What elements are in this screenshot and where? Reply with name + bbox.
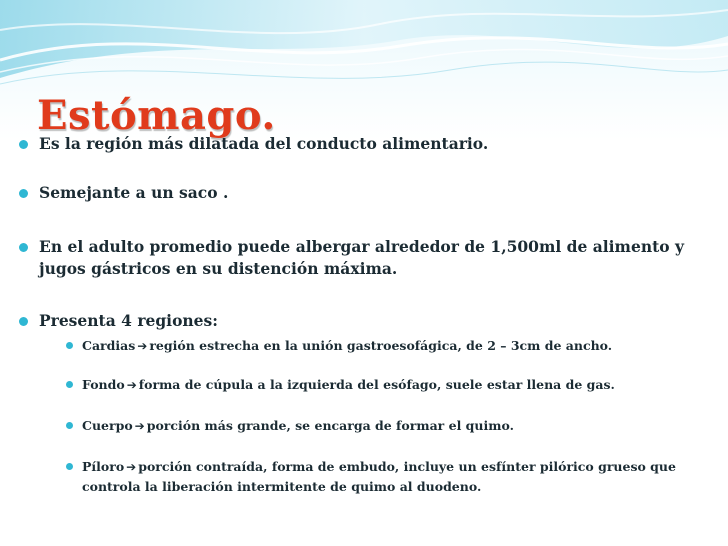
- region-term: Cardias: [82, 338, 136, 353]
- arrow-right-icon: ➔: [137, 339, 148, 353]
- sub-bullet-item: [82, 336, 612, 356]
- bullet-text: Es la región más dilatada del conducto alimentario.: [39, 134, 489, 153]
- region-description: porción más grande, se encarga de formar el quimo.: [146, 418, 514, 433]
- circle-bullet-icon: [19, 317, 28, 326]
- sub-bullet-item: [82, 416, 514, 436]
- bullet-item: [39, 182, 228, 204]
- region-term: Píloro: [82, 459, 125, 474]
- slide-title: Estómago.: [37, 92, 276, 139]
- arrow-right-icon: ➔: [134, 419, 145, 433]
- bullet-text: Presenta 4 regiones:: [39, 311, 218, 330]
- bullet-item: [39, 236, 684, 280]
- bullet-text-line: En el adulto promedio puede albergar alrededor de 1,500ml de alimento y: [39, 237, 684, 256]
- sub-bullet-item: [82, 457, 676, 496]
- region-term: Cuerpo: [82, 418, 133, 433]
- region-term: Fondo: [82, 377, 125, 392]
- circle-bullet-icon: [19, 140, 28, 149]
- bullet-text: Semejante a un saco .: [39, 183, 229, 202]
- bullet-item: [39, 133, 488, 155]
- region-description: región estrecha en la unión gastroesofágica, de 2 – 3cm de ancho.: [149, 338, 613, 353]
- region-description: porción contraída, forma de embudo, incluye un esfínter pilórico grueso que: [138, 459, 676, 474]
- bullet-item: [39, 310, 218, 332]
- arrow-right-icon: ➔: [126, 378, 137, 392]
- circle-bullet-icon: [66, 463, 73, 470]
- region-description-line: controla la liberación intermitente de quimo al duodeno.: [82, 479, 482, 494]
- circle-bullet-icon: [66, 422, 73, 429]
- arrow-right-icon: ➔: [126, 460, 137, 474]
- circle-bullet-icon: [19, 243, 28, 252]
- circle-bullet-icon: [66, 342, 73, 349]
- circle-bullet-icon: [66, 381, 73, 388]
- sub-bullet-item: [82, 375, 615, 395]
- circle-bullet-icon: [19, 189, 28, 198]
- region-description: forma de cúpula a la izquierda del esófago, suele estar llena de gas.: [138, 377, 615, 392]
- bullet-text-line: jugos gástricos en su distención máxima.: [39, 259, 398, 278]
